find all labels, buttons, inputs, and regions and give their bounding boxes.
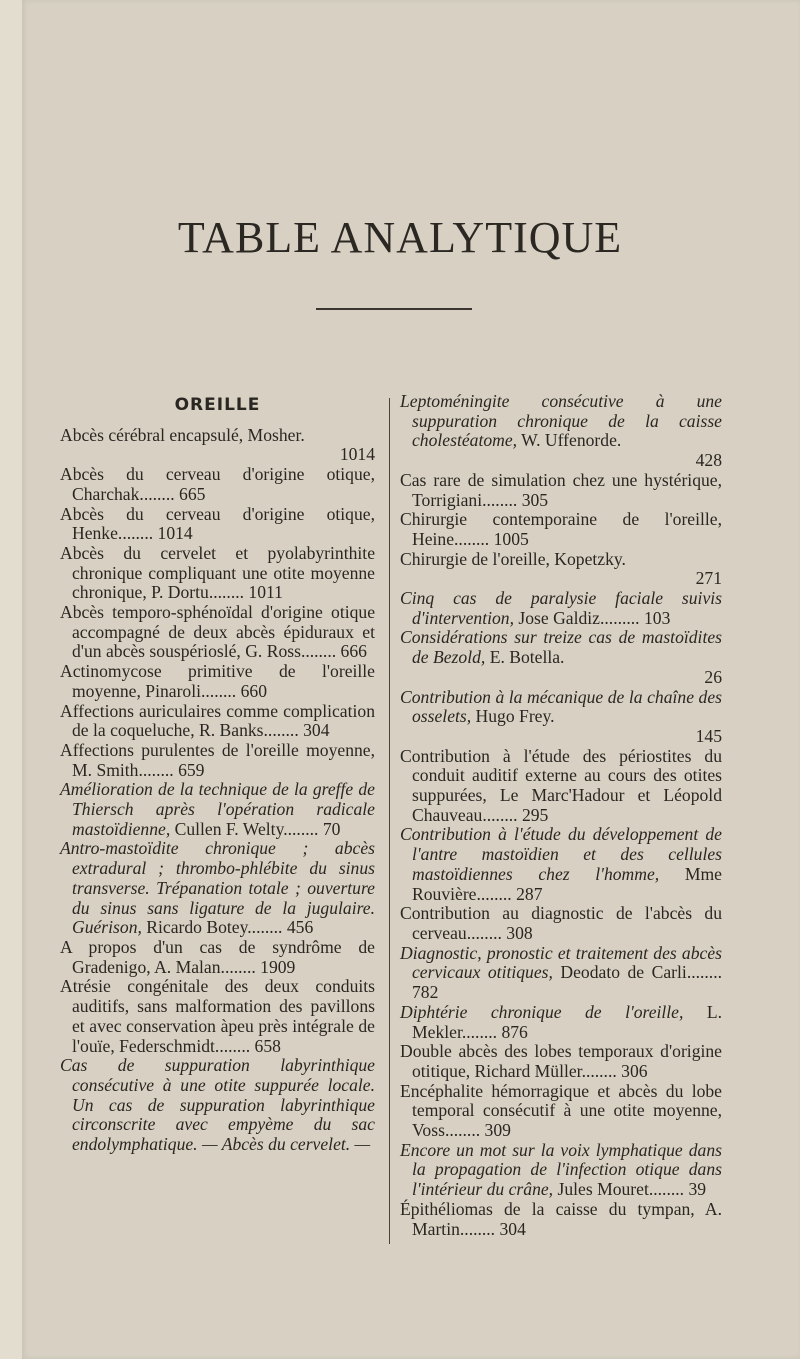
entry-title: Contribution au diagnostic de l'abcès du cerveau: [400, 903, 722, 943]
section-title: OREILLE: [174, 395, 261, 415]
entry-page-number: 876: [501, 1021, 528, 1042]
dot-leader: ........: [482, 804, 522, 825]
entry-title: Contribution à l'étude des périostites du conduit auditif externe au cours des otites suppurées, Le Marc'Hadour et Léopold Chauveau: [400, 745, 722, 825]
dot-leader: ........: [482, 489, 522, 510]
entry-page-number: 428: [695, 450, 722, 471]
index-entry: [60, 938, 375, 977]
entry-page-number: 26: [704, 666, 722, 687]
index-entry: [400, 471, 722, 510]
index-entry: [60, 780, 375, 839]
entry-title: Diphtérie chronique de l'oreille,: [400, 1001, 684, 1022]
entry-page-number: 1005: [493, 528, 529, 549]
index-entry: [60, 1056, 375, 1155]
index-entry: [400, 392, 722, 471]
entry-title: Abcès du cervelet et pyolabyrinthite chronique compliquant une otite moyenne chronique, P. Dortu: [60, 542, 375, 603]
entry-title: Contribution à l'étude du développement de l'antre mastoïdien et des cellules mastoïdiennes chez l'homme,: [400, 824, 722, 884]
index-entry: [60, 426, 375, 465]
entry-title: Chirurgie contemporaine de l'oreille, Heine: [400, 509, 722, 549]
left-column: [60, 392, 375, 1155]
entry-title: Cinq cas de paralysie faciale suivis d'intervention,: [400, 588, 722, 628]
entry-page-number: 145: [695, 725, 722, 746]
dot-leader: ........: [581, 1060, 622, 1081]
entry-title: Double abcès des lobes temporaux d'origine otitique, Richard Müller: [400, 1041, 722, 1081]
entry-title: Leptoméningite consécutive à une suppuration chronique de la caisse cholestéatome,: [400, 391, 722, 451]
index-entry: [60, 839, 375, 938]
entry-page-number: 782: [412, 982, 439, 1003]
index-entry: [400, 904, 722, 943]
dot-leader: ........: [283, 818, 323, 839]
entry-page-number: 39: [688, 1179, 707, 1200]
dot-leader: ........: [686, 962, 722, 983]
dot-leader: ........: [208, 582, 249, 603]
page-title: TABLE ANALYTIQUE: [177, 213, 623, 262]
entry-page-number: 295: [521, 804, 549, 825]
index-entry: [400, 944, 722, 1003]
dot-leader: ........: [138, 759, 179, 780]
dot-leader: ........: [466, 922, 507, 943]
index-entry: [60, 544, 375, 603]
entry-title: Abcès cérébral encapsulé, Mosher.: [60, 424, 305, 445]
entry-title: Abcès du cerveau d'origine otique, Henke: [60, 503, 375, 544]
index-entry: [60, 603, 375, 662]
entry-page-number: 304: [303, 720, 330, 741]
entry-author: Mme Rouvière: [412, 863, 722, 904]
entry-title: A propos d'un cas de syndrôme de Gradenigo, A. Malan: [60, 936, 375, 977]
dot-leader: ........: [214, 1035, 255, 1056]
entry-title: Affections purulentes de l'oreille moyenne, M. Smith: [60, 739, 375, 780]
index-entry: [400, 1042, 722, 1081]
entry-author: Jules Mouret: [553, 1179, 649, 1200]
entry-title: Contribution à la mécanique de la chaîne des osselets,: [400, 686, 722, 727]
index-entry: [400, 747, 722, 826]
index-entry: [400, 589, 722, 628]
entry-title: Encore un mot sur la voix lymphatique dans la propagation de l'infection otique dans l'intérieur du crâne,: [400, 1139, 722, 1200]
entry-author: Deodato de Carli: [552, 962, 687, 983]
index-entry: [60, 465, 375, 504]
right-column: [400, 392, 722, 1239]
index-entry: [400, 1082, 722, 1141]
index-entry: [60, 702, 375, 741]
entry-title: Encéphalite hémorragique et abcès du lobe temporal consécutif à une otite moyenne, Voss: [400, 1080, 722, 1141]
dot-leader: ........: [604, 607, 644, 628]
right-entry-list: [400, 392, 722, 1239]
entry-page-number: 305: [521, 489, 549, 510]
index-entry: [400, 1200, 722, 1239]
dot-leader: ........: [247, 917, 287, 938]
index-entry: [60, 505, 375, 544]
entry-page-number: 304: [499, 1218, 526, 1239]
entry-page-number: 308: [506, 922, 533, 943]
index-entry: [400, 550, 722, 589]
entry-title: Considérations sur treize cas de mastoïdites de Bezold,: [400, 627, 722, 668]
entry-author: E. Botella.: [485, 647, 565, 668]
entry-author: Jose Galdiz.: [513, 607, 605, 628]
entry-title: Abcès du cerveau d'origine otique, Charchak: [60, 464, 375, 504]
entry-author: L. Mekler: [412, 1001, 722, 1042]
dot-leader: ........: [444, 1120, 485, 1141]
entry-author: Hugo Frey.: [471, 706, 555, 727]
index-entry: [60, 741, 375, 780]
entry-title: Épithéliomas de la caisse du tympan, A. Martin: [400, 1198, 722, 1239]
entry-page-number: 1014: [157, 523, 193, 544]
column-divider: [389, 398, 390, 1244]
index-entry: [400, 1141, 722, 1200]
index-entry: [60, 977, 375, 1056]
dot-leader: ........: [648, 1179, 689, 1200]
entry-page-number: 271: [695, 568, 722, 589]
dot-leader: ........: [263, 720, 304, 741]
dot-leader: ........: [139, 483, 180, 504]
entry-page-number: 659: [178, 759, 205, 780]
title-rule: [316, 308, 472, 310]
entry-page-number: 306: [621, 1060, 648, 1081]
index-entry: [400, 688, 722, 747]
entry-page-number: 70: [322, 818, 341, 839]
entry-page-number: 660: [240, 680, 267, 701]
entry-page-number: 287: [516, 883, 543, 904]
entry-title: Chirurgie de l'oreille, Kopetzky.: [400, 548, 626, 569]
left-entry-list: [60, 426, 375, 1155]
entry-title: Cas de suppuration labyrinthique consécutive à une otite suppurée locale. Un cas de suppuration labyrinthique circonscrite avec empyème du sac endolymphatique. — Abcès du cervelet. —: [60, 1055, 375, 1155]
entry-title: Amélioration de la technique de la greffe de Thiersch après l'opération radicale mastoïdienne,: [60, 779, 375, 839]
entry-page-number: 309: [484, 1120, 511, 1141]
dot-leader: ........: [459, 1218, 500, 1239]
entry-page-number: 666: [340, 641, 367, 662]
dot-leader: ........: [220, 956, 261, 977]
entry-page-number: 665: [179, 483, 206, 504]
entry-page-number: 1909: [260, 956, 296, 977]
entry-author: Ricardo Botey: [141, 917, 248, 938]
entry-author: W. Uffenorde.: [517, 430, 622, 451]
entry-title: Abcès temporo-sphénoïdal d'origine otique accompagné de deux abcès épiduraux et d'un abcès souspérioslé, G. Ross: [60, 602, 375, 662]
dot-leader: ........: [461, 1021, 502, 1042]
entry-page-number: 658: [254, 1035, 281, 1056]
entry-page-number: 456: [286, 917, 314, 938]
dot-leader: ........: [476, 883, 517, 904]
entry-page-number: 1011: [248, 582, 283, 603]
entry-title: Antro-mastoïdite chronique ; abcès extradural ; thrombo-phlébite du sinus transverse. Trépanation totale ; ouverture du sinus sans ligature de la jugulaire. Guérison,: [60, 838, 375, 938]
dot-leader: ........: [201, 680, 241, 701]
index-entry: [400, 825, 722, 904]
entry-title: Atrésie congénitale des deux conduits auditifs, sans malformation des pavillons et avec conservation àpeu près intégrale de l'ouïe, Federschmidt: [60, 976, 375, 1056]
index-entry: [60, 662, 375, 701]
entry-title: Actinomycose primitive de l'oreille moyenne, Pinaroli: [60, 661, 375, 701]
index-entry: [400, 1003, 722, 1042]
dot-leader: ........: [454, 528, 494, 549]
index-entry: [400, 628, 722, 687]
entry-title: Affections auriculaires comme complication de la coqueluche, R. Banks: [60, 700, 375, 741]
dot-leader: ........: [300, 641, 341, 662]
entry-page-number: 1014: [339, 444, 375, 465]
entry-title: Diagnostic, pronostic et traitement des abcès cervicaux otitiques,: [400, 942, 722, 983]
index-entry: [400, 510, 722, 549]
dot-leader: ........: [117, 523, 158, 544]
entry-author: Cullen F. Welty: [170, 818, 284, 839]
entry-title: Cas rare de simulation chez une hystérique, Torrigiani: [400, 469, 722, 510]
entry-page-number: 103: [643, 607, 671, 628]
